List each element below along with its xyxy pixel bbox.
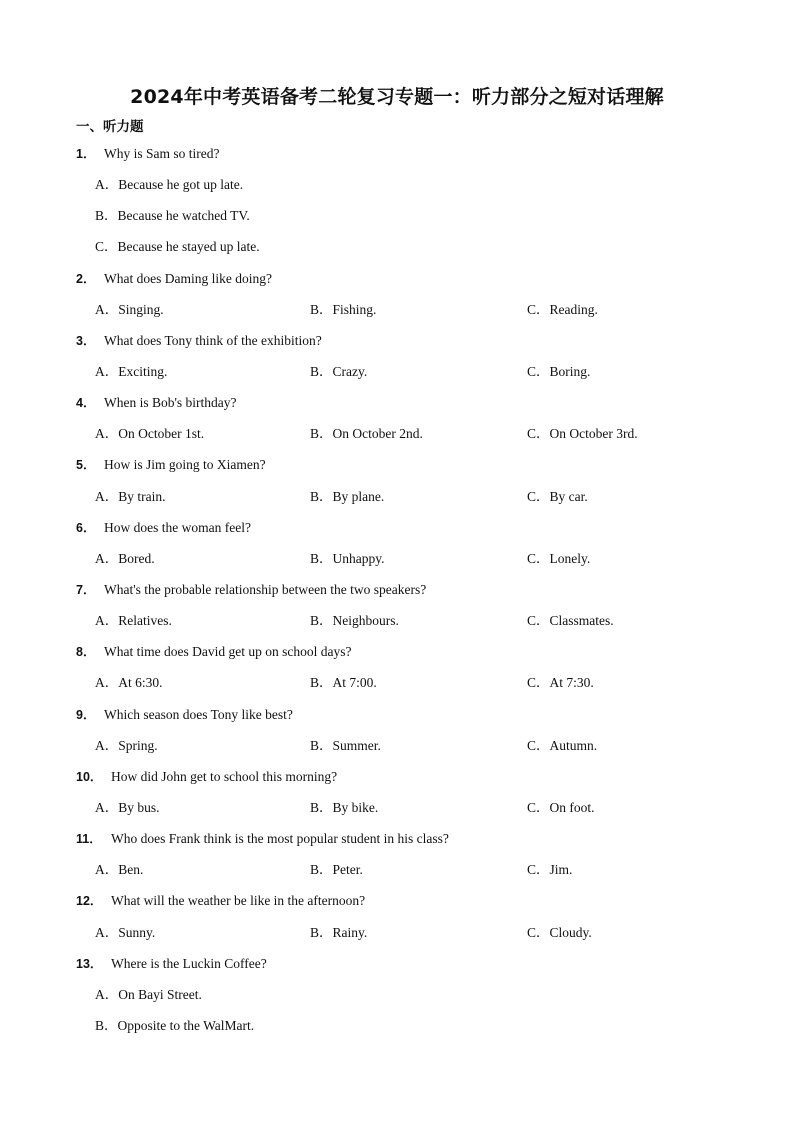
question-text: What time does David get up on school days? [104,644,352,660]
question-row [0,766,794,797]
question-number: 11． [76,832,102,847]
option-row [0,299,794,330]
answer-option: C．By car. [527,488,588,504]
answer-option: A．Ben. [95,862,144,878]
question-row [0,953,794,984]
option-row [0,735,794,766]
question-text: How is Jim going to Xiamen? [104,457,266,473]
option-row [0,859,794,890]
answer-option: A．Singing. [95,301,164,317]
option-row [0,672,794,703]
option-row [0,174,794,205]
answer-option: A．Exciting. [95,363,168,379]
answer-option: C．Lonely. [527,550,591,566]
answer-option: C．Jim. [527,862,573,878]
option-row [0,236,794,267]
question-row [0,330,794,361]
question-number: 1． [76,147,96,161]
question-row [0,392,794,423]
answer-option: A．On Bayi Street. [95,986,202,1002]
question-row [0,579,794,610]
option-row [0,361,794,392]
question-row [0,517,794,548]
answer-option: B．Neighbours. [310,613,399,629]
answer-option: A．Relatives. [95,613,172,629]
document-title: 2024年中考英语备考二轮复习专题一：听力部分之短对话理解 [130,86,664,108]
option-row [0,610,794,641]
question-text: Which season does Tony like best? [104,706,293,722]
question-text: What will the weather be like in the afternoon? [111,893,366,909]
option-row [0,423,794,454]
answer-option: C．Classmates. [527,613,614,629]
question-text: Why is Sam so tired? [104,146,220,161]
question-text: Who does Frank think is the most popular student in his class? [111,831,449,847]
answer-option: B．By plane. [310,488,385,504]
answer-option: A．By train. [95,488,166,504]
question-number: 4． [76,396,96,411]
question-number: 7． [76,582,96,597]
answer-option: B．Unhappy. [310,550,385,566]
question-row [0,828,794,859]
question-number: 5． [76,458,96,473]
answer-option: C．At 7:30. [527,675,594,691]
option-row [0,486,794,517]
answer-option: A．Bored. [95,550,155,566]
answer-option: A．Sunny. [95,924,156,940]
section-heading: 一、听力题 [76,119,144,135]
answer-option: C．Boring. [527,363,591,379]
answer-option: C．Cloudy. [527,924,592,940]
question-row [0,454,794,485]
question-number: 10． [76,769,103,784]
question-row [0,641,794,672]
question-number: 6． [76,520,96,535]
answer-option: B．Fishing. [310,301,377,317]
option-row [0,205,794,236]
option-row [0,1015,794,1046]
answer-option: B．Because he watched TV. [95,208,250,224]
option-row [0,548,794,579]
question-text: When is Bob's birthday? [104,395,237,411]
answer-option: C．On foot. [527,799,595,815]
question-text: Where is the Luckin Coffee? [111,955,267,971]
answer-option: B．Rainy. [310,924,368,940]
answer-option: B．By bike. [310,799,379,815]
question-row [0,268,794,299]
answer-option: A．Because he got up late. [95,177,244,193]
question-row [0,143,794,174]
question-list [0,143,794,1046]
answer-option: B．Opposite to the WalMart. [95,1017,255,1033]
question-text: How did John get to school this morning? [111,768,338,784]
answer-option: B．Peter. [310,862,363,878]
question-number: 8． [76,645,96,660]
answer-option: B．Summer. [310,737,381,753]
question-number: 12． [76,894,103,909]
question-row [0,890,794,921]
answer-option: B．At 7:00. [310,675,377,691]
option-row [0,922,794,953]
question-number: 3． [76,333,96,348]
option-row [0,984,794,1015]
option-row [0,797,794,828]
question-text: What's the probable relationship between the two speakers? [104,581,427,597]
question-row [0,704,794,735]
answer-option: A．At 6:30. [95,675,163,691]
answer-option: C．Because he stayed up late. [95,239,260,255]
question-text: What does Daming like doing? [104,270,272,286]
answer-option: B．Crazy. [310,363,368,379]
answer-option: C．On October 3rd. [527,426,638,442]
answer-option: C．Autumn. [527,737,598,753]
question-text: What does Tony think of the exhibition? [104,332,322,348]
question-number: 2． [76,271,96,286]
question-number: 13． [76,956,103,971]
answer-option: A．On October 1st. [95,426,205,442]
answer-option: A．By bus. [95,799,160,815]
answer-option: B．On October 2nd. [310,426,423,442]
question-number: 9． [76,707,96,722]
answer-option: A．Spring. [95,737,158,753]
answer-option: C．Reading. [527,301,598,317]
question-text: How does the woman feel? [104,519,251,535]
